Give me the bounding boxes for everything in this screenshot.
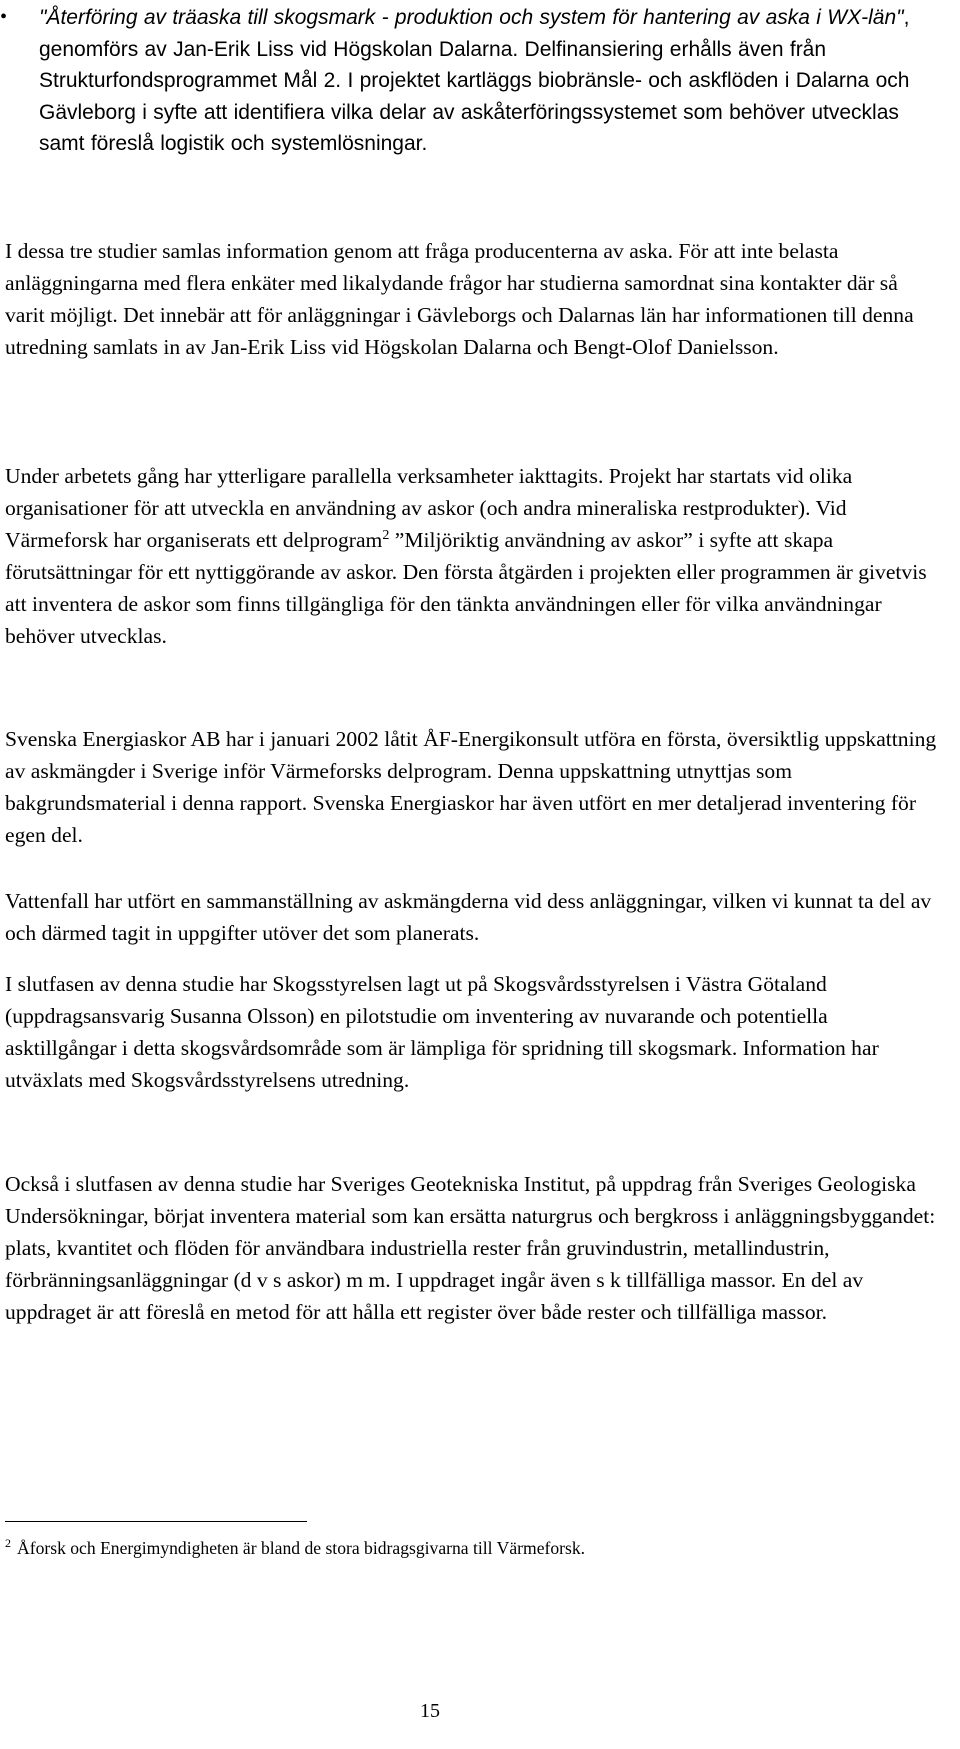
- bullet-item-text: [39, 2, 934, 160]
- paragraph-studies-information: I dessa tre studier samlas information genom att fråga producenterna av aska. För att inte belasta anläggningarna med flera enkäter med likalydande frågor har studierna samordnat sina kontakter där så varit möjligt. Det innebär att för anläggningar i Gävleborgs och Dalarnas län har informationen till denna utredning samlats in av Jan-Erik Liss vid Högskolan Dalarna och Bengt-Olof Danielsson.: [5, 239, 914, 359]
- paragraph-parallel-activities: [5, 460, 940, 652]
- footnote-separator: [5, 1521, 307, 1522]
- footnote-text: Åforsk och Energimyndigheten är bland de stora bidragsgivarna till Värmeforsk.: [17, 1538, 586, 1558]
- paragraph-text-before-ref: Under arbetets gång har ytterligare parallella verksamheter iakttagits. Projekt har startats vid olika organisationer för att utveckla en användning av askor (och andra mineraliska restprodukter). Vid Värmeforsk har organiserats ett delprogram: [5, 464, 853, 552]
- paragraph-skogsstyrelsen: I slutfasen av denna studie har Skogsstyrelsen lagt ut på Skogsvårdsstyrelsen i Västra Götaland (uppdragsansvarig Susanna Olsson) en pilotstudie om inventering av nuvarande och potentiella asktillgångar i detta skogsvårdsområde som är lämpliga för spridning till skogsmark. Information har utväxlats med Skogsvårdsstyrelsens utredning.: [5, 972, 879, 1092]
- footnote-mark: 2: [5, 1536, 11, 1551]
- paragraph-vattenfall: Vattenfall har utfört en sammanställning av askmängderna vid dess anläggningar, vilken vi kunnat ta del av och därmed tagit in uppgifter utöver det som planerats.: [5, 889, 932, 945]
- bullet-item-body: , genomförs av Jan-Erik Liss vid Högskolan Dalarna. Delfinansiering erhålls även från Strukturfondsprogrammet Mål 2. I projektet kartläggs biobränsle- och askflöden i Dalarna och Gävleborg i syfte att identifiera vilka delar av askåterföringssystemet som behöver utvecklas samt föreslå logistik och systemlösningar.: [39, 6, 910, 156]
- project-title: "Återföring av träaska till skogsmark - produktion och system för hantering av aska i WX-län": [39, 6, 904, 29]
- bullet-marker: •: [0, 6, 8, 28]
- paragraph-sgi-inventory: Också i slutfasen av denna studie har Sveriges Geotekniska Institut, på uppdrag från Sveriges Geologiska Undersökningar, börjat inventera material som kan ersätta naturgrus och bergkross i anläggningsbyggandet: plats, kvantitet och flöden för användbara industriella rester från gruvindustrin, metallindustrin, förbränningsanläggningar (d v s askor) m m. I uppdraget ingår även s k tillfälliga massor. En del av uppdraget är att föreslå en metod för att hålla ett register över både rester och tillfälliga massor.: [5, 1172, 936, 1324]
- paragraph-svenska-energiaskor: Svenska Energiaskor AB har i januari 2002 låtit ÅF-Energikonsult utföra en första, översiktlig uppskattning av askmängder i Sverige inför Värmeforsks delprogram. Denna uppskattning utnyttjas som bakgrundsmaterial i denna rapport. Svenska Energiaskor har även utfört en mer detaljerad inventering för egen del.: [5, 727, 937, 847]
- page-number: 15: [420, 1700, 440, 1722]
- bullet-list-item: [0, 2, 950, 160]
- paragraph-text-after-ref: ”Miljöriktig användning av askor” i syfte att skapa förutsättningar för ett nyttiggörande av askor. Den första åtgärden i projekten eller programmen är givetvis att inventera de askor som finns tillgängliga för den tänkta användningen eller för vilka användningar behöver utvecklas.: [5, 528, 927, 648]
- footnote: [5, 1536, 935, 1560]
- footnote-reference: 2: [382, 527, 390, 543]
